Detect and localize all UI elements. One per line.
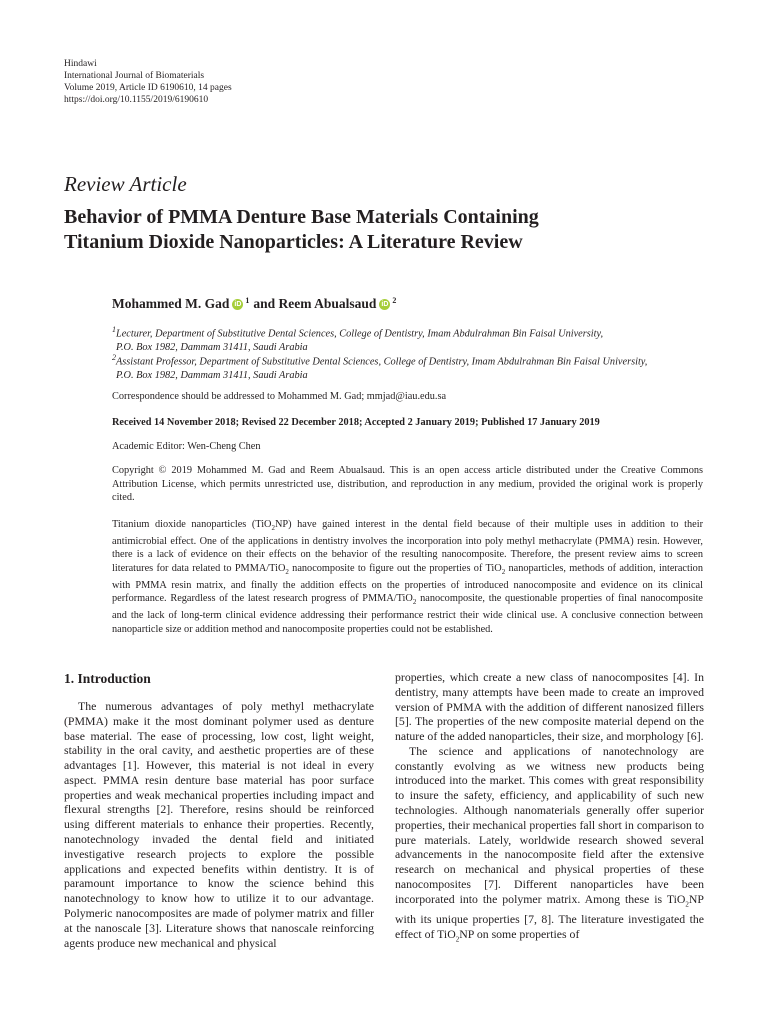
author-1-affiliation-mark: 1 xyxy=(245,296,250,305)
affiliation-1 xyxy=(112,323,712,354)
affiliation-address: P.O. Box 1982, Dammam 31411, Saudi Arabia xyxy=(116,369,308,381)
article-title xyxy=(64,205,724,255)
author-1-name[interactable]: Mohammed M. Gad xyxy=(112,296,230,311)
author-2-name[interactable]: and Reem Abualsaud xyxy=(253,296,377,311)
doi-link[interactable]: https://doi.org/10.1155/2019/6190610 xyxy=(64,95,209,105)
intro-paragraph: The numerous advantages of poly methyl methacrylate (PMMA) make it the most dominant polymer used as denture base material. The ease of processing, low cost, light weight, stability in the oral cavity, and aesthetic properties are of these advantages [1]. However, this material is not ideal in every aspect. PMMA resin denture base material has poor surface properties and weak mechanical properties including impact and flexural strengths [2]. Therefore, resins should be reinforced using different materials to enhance their properties. Recently, nanotechnology invaded the dental field and initiated investigative research projects to explore the possible applications and expected benefits within dentistry. It is of paramount importance to know the science behind this nanotechnology to know how to utilize it to our advantage. Polymeric nanocomposites are made of polymer matrix and filler at the nanoscale [3]. Literature shows that nanoscale reinforcing agents produce new mechanical and physical xyxy=(64,699,374,950)
affiliation-text: Lecturer, Department of Substitutive Dental Sciences, College of Dentistry, Imam Abdulrahman Bin Faisal University, xyxy=(116,328,604,340)
intro-column-1 xyxy=(64,699,374,950)
orcid-icon[interactable]: iD xyxy=(381,301,389,308)
title-line-2: Titanium Dioxide Nanoparticles: A Literature Review xyxy=(64,231,523,253)
orcid-icon[interactable]: iD xyxy=(234,301,242,308)
volume-info: Volume 2019, Article ID 6190610, 14 pages xyxy=(64,83,232,93)
section-heading-introduction: 1. Introduction xyxy=(64,671,151,686)
academic-editor: Academic Editor: Wen-Cheng Chen xyxy=(112,441,261,452)
publication-dates: Received 14 November 2018; Revised 22 December 2018; Accepted 2 January 2019; Published 17 January 2019 xyxy=(112,417,600,428)
intro-paragraph: The science and applications of nanotechnology are constantly evolving as we witness new products being introduced into the market. This comes with great responsibility to insure the safety, efficiency, and applicability of such new technologies. Although nanomaterials generally offer superior properties, their mechanical properties fall short in comparison to pure materials. Lately, worldwide research showed several advancements in the nanocomposite field after the extensive research on mechanical and physical properties of these nanocomposites [7]. Different nanoparticles have been incorporated into the polymer matrix. Among these is TiO$_2$NP with its unique properties [7, 8]. The literature investigated the effect of TiO$_2$NP on some properties of xyxy=(395,743,704,943)
affiliation-number: 2 xyxy=(112,353,116,362)
correspondence: Correspondence should be addressed to Mohammed M. Gad; mmjad@iau.edu.sa xyxy=(112,391,447,402)
author-list xyxy=(112,296,396,312)
copyright-notice: Copyright © 2019 Mohammed M. Gad and Reem Abualsaud. This is an open access article distributed under the Creative Commons Attribution License, which permits unrestricted use, distribution, and reproduction in any medium, provided the original work is properly cited. xyxy=(112,465,703,503)
journal-name: International Journal of Biomaterials xyxy=(64,71,205,81)
affiliation-number: 1 xyxy=(112,325,116,334)
abstract: Titanium dioxide nanoparticles (TiO$_2$NP) have gained interest in the dental field because of their multiple uses in addition to their antimicrobial effect. One of the applications in dentistry involves the incorporation into poly methyl methacrylate (PMMA) resin. However, there is a lack of evidence on their effects on the behavior of the resulting nanocomposite. Therefore, the present review aims to screen literatures for data related to PMMA/TiO$_2$ nanocomposite to figure out the properties of TiO$_2$ nanoparticles, methods of addition, interaction with PMMA resin matrix, and finally the addition effects on the properties of introduced nanocomposite and evidence on its clinical performance. Regardless of the latest research progress of PMMA/TiO$_2$ nanocomposite, the questionable properties of final nanocomposite and the lack of long-term clinical evidence addressing their performance restrict their wide clinical use. A conclusive connection between nanoparticle size or addition method and nanocomposite properties could not be established. xyxy=(112,519,704,635)
affiliation-text: Assistant Professor, Department of Substitutive Dental Sciences, College of Dentistry, Imam Abdulrahman Bin Faisal University, xyxy=(116,356,648,368)
title-line-1: Behavior of PMMA Denture Base Materials Containing xyxy=(64,206,539,228)
affiliation-address: P.O. Box 1982, Dammam 31411, Saudi Arabia xyxy=(116,341,308,353)
journal-header xyxy=(64,58,232,106)
article-type: Review Article xyxy=(64,172,187,196)
author-2-affiliation-mark: 2 xyxy=(392,296,397,305)
intro-column-2 xyxy=(395,670,704,947)
intro-paragraph: properties, which create a new class of nanocomposites [4]. In dentistry, many attempts have been made to create an improved version of PMMA with the addition of different nanosized fillers [5]. The properties of the new composite material depend on the nature of the added nanoparticles, their size, and morphology [6]. xyxy=(395,670,704,744)
affiliation-2 xyxy=(112,351,712,382)
publisher-name: Hindawi xyxy=(64,59,97,69)
